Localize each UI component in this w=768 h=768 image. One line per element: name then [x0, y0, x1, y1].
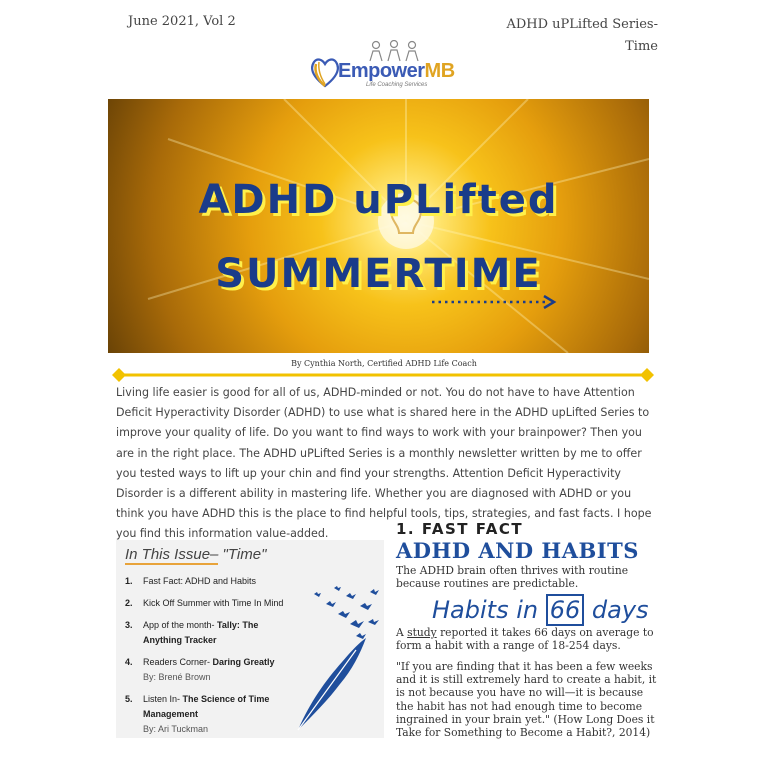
para2-suffix: reported it takes 66 days on average to form a habit with a range of 18-254 days. — [396, 626, 654, 652]
banner-title-line1: ADHD uPLifted — [198, 177, 559, 223]
habits-prefix: Habits in — [432, 596, 546, 624]
issue-bold-title: Daring Greatly — [212, 657, 275, 667]
gold-divider-line — [112, 368, 654, 382]
study-link[interactable]: study — [407, 626, 437, 639]
issue-text: Readers Corner- — [143, 657, 213, 667]
intro-paragraph: Living life easier is good for all of us, ADHD-minded or not. You do not have to have Attention Deficit Hyperactivity Disorder (ADHD) to use what is shared here in the ADHD upLifted Series to improve your quality of life. Do you want to find ways to work with your brainpower? Then you are in the right place. The ADHD uPLifted Series is a monthly newsletter written by me to offer you tested ways to lift up your chin and find your strengths. Attention Deficit Hyperactivity Disorder is a different ability in mastering life. Whether you are diagnosed with ADHD or you think you have ADHD this is the place to find helpful tools, tips, strategies, and fast facts. I hope you find this information value-added. — [116, 386, 652, 541]
issue-number: 3. — [125, 620, 133, 630]
in-this-issue-panel — [116, 540, 384, 738]
hero-banner — [108, 99, 649, 353]
header-date-volume: June 2021, Vol 2 — [128, 14, 236, 29]
header-series-line1: ADHD uPLifted Series- — [506, 17, 658, 32]
feather-birds-icon — [290, 584, 382, 734]
logo-wordmark — [338, 60, 455, 83]
people-figures-icon — [366, 40, 422, 62]
logo-tagline: Life Coaching Services — [366, 82, 428, 88]
banner-title-line2: SUMMERTIME — [215, 251, 542, 297]
header-series-title — [498, 14, 658, 58]
issue-number: 2. — [125, 598, 133, 608]
header-series-line2: Time — [625, 39, 658, 54]
issue-number: 1. — [125, 576, 133, 586]
fast-fact-quote: "If you are finding that it has been a few weeks and it is still extremely hard to create a habit, it is not because you have no will—it is because the habit has not had enough time to become ingrained in your brain yet." (How Long Does it Take for Something to Become a Habit?, 2014) — [396, 660, 657, 740]
fast-fact-paragraph-2 — [396, 626, 658, 652]
issue-text: Listen In- — [143, 694, 183, 704]
sunburst-lightbulb-icon — [108, 99, 649, 353]
issue-author: By: Ari Tuckman — [143, 724, 209, 734]
fast-fact-title: ADHD AND HABITS — [396, 538, 639, 563]
para2-prefix: A — [396, 626, 408, 639]
logo-brand-accent: MB — [424, 60, 455, 82]
logo-brand-main: Empower — [338, 60, 425, 82]
issue-item-2 — [125, 596, 295, 611]
dotted-arrow-icon — [430, 295, 558, 309]
fast-fact-heading: 1. FAST FACT — [396, 520, 524, 538]
issue-number: 5. — [125, 694, 133, 704]
fast-fact-paragraph-1: The ADHD brain often thrives with routine because routines are predictable. — [396, 564, 629, 590]
byline: By Cynthia North, Certified ADHD Life Coach — [291, 359, 477, 368]
empowermb-logo — [308, 40, 468, 96]
issue-bold-title: Tally: The Anything Tracker — [143, 620, 259, 645]
issue-item-5 — [125, 692, 295, 737]
in-this-issue-title-prefix: In This Issue– — [125, 546, 219, 563]
habits-in-66-days-graphic — [432, 596, 649, 624]
habits-number: 66 — [546, 594, 585, 626]
issue-item-3 — [125, 618, 295, 648]
issue-text: Kick Off Summer with Time In Mind — [143, 598, 284, 608]
issue-number: 4. — [125, 657, 133, 667]
issue-bold-title: The Science of Time Management — [143, 694, 270, 719]
issue-item-4 — [125, 655, 295, 685]
issue-text: App of the month- — [143, 620, 218, 630]
habits-suffix: days — [584, 596, 649, 624]
issue-item-1 — [125, 574, 295, 589]
in-this-issue-title — [125, 546, 266, 563]
issue-list — [125, 574, 295, 744]
heart-hands-icon — [308, 50, 342, 90]
issue-author: By: Brené Brown — [143, 672, 211, 682]
issue-text: Fast Fact: ADHD and Habits — [143, 576, 257, 586]
in-this-issue-title-topic: "Time" — [218, 546, 267, 563]
